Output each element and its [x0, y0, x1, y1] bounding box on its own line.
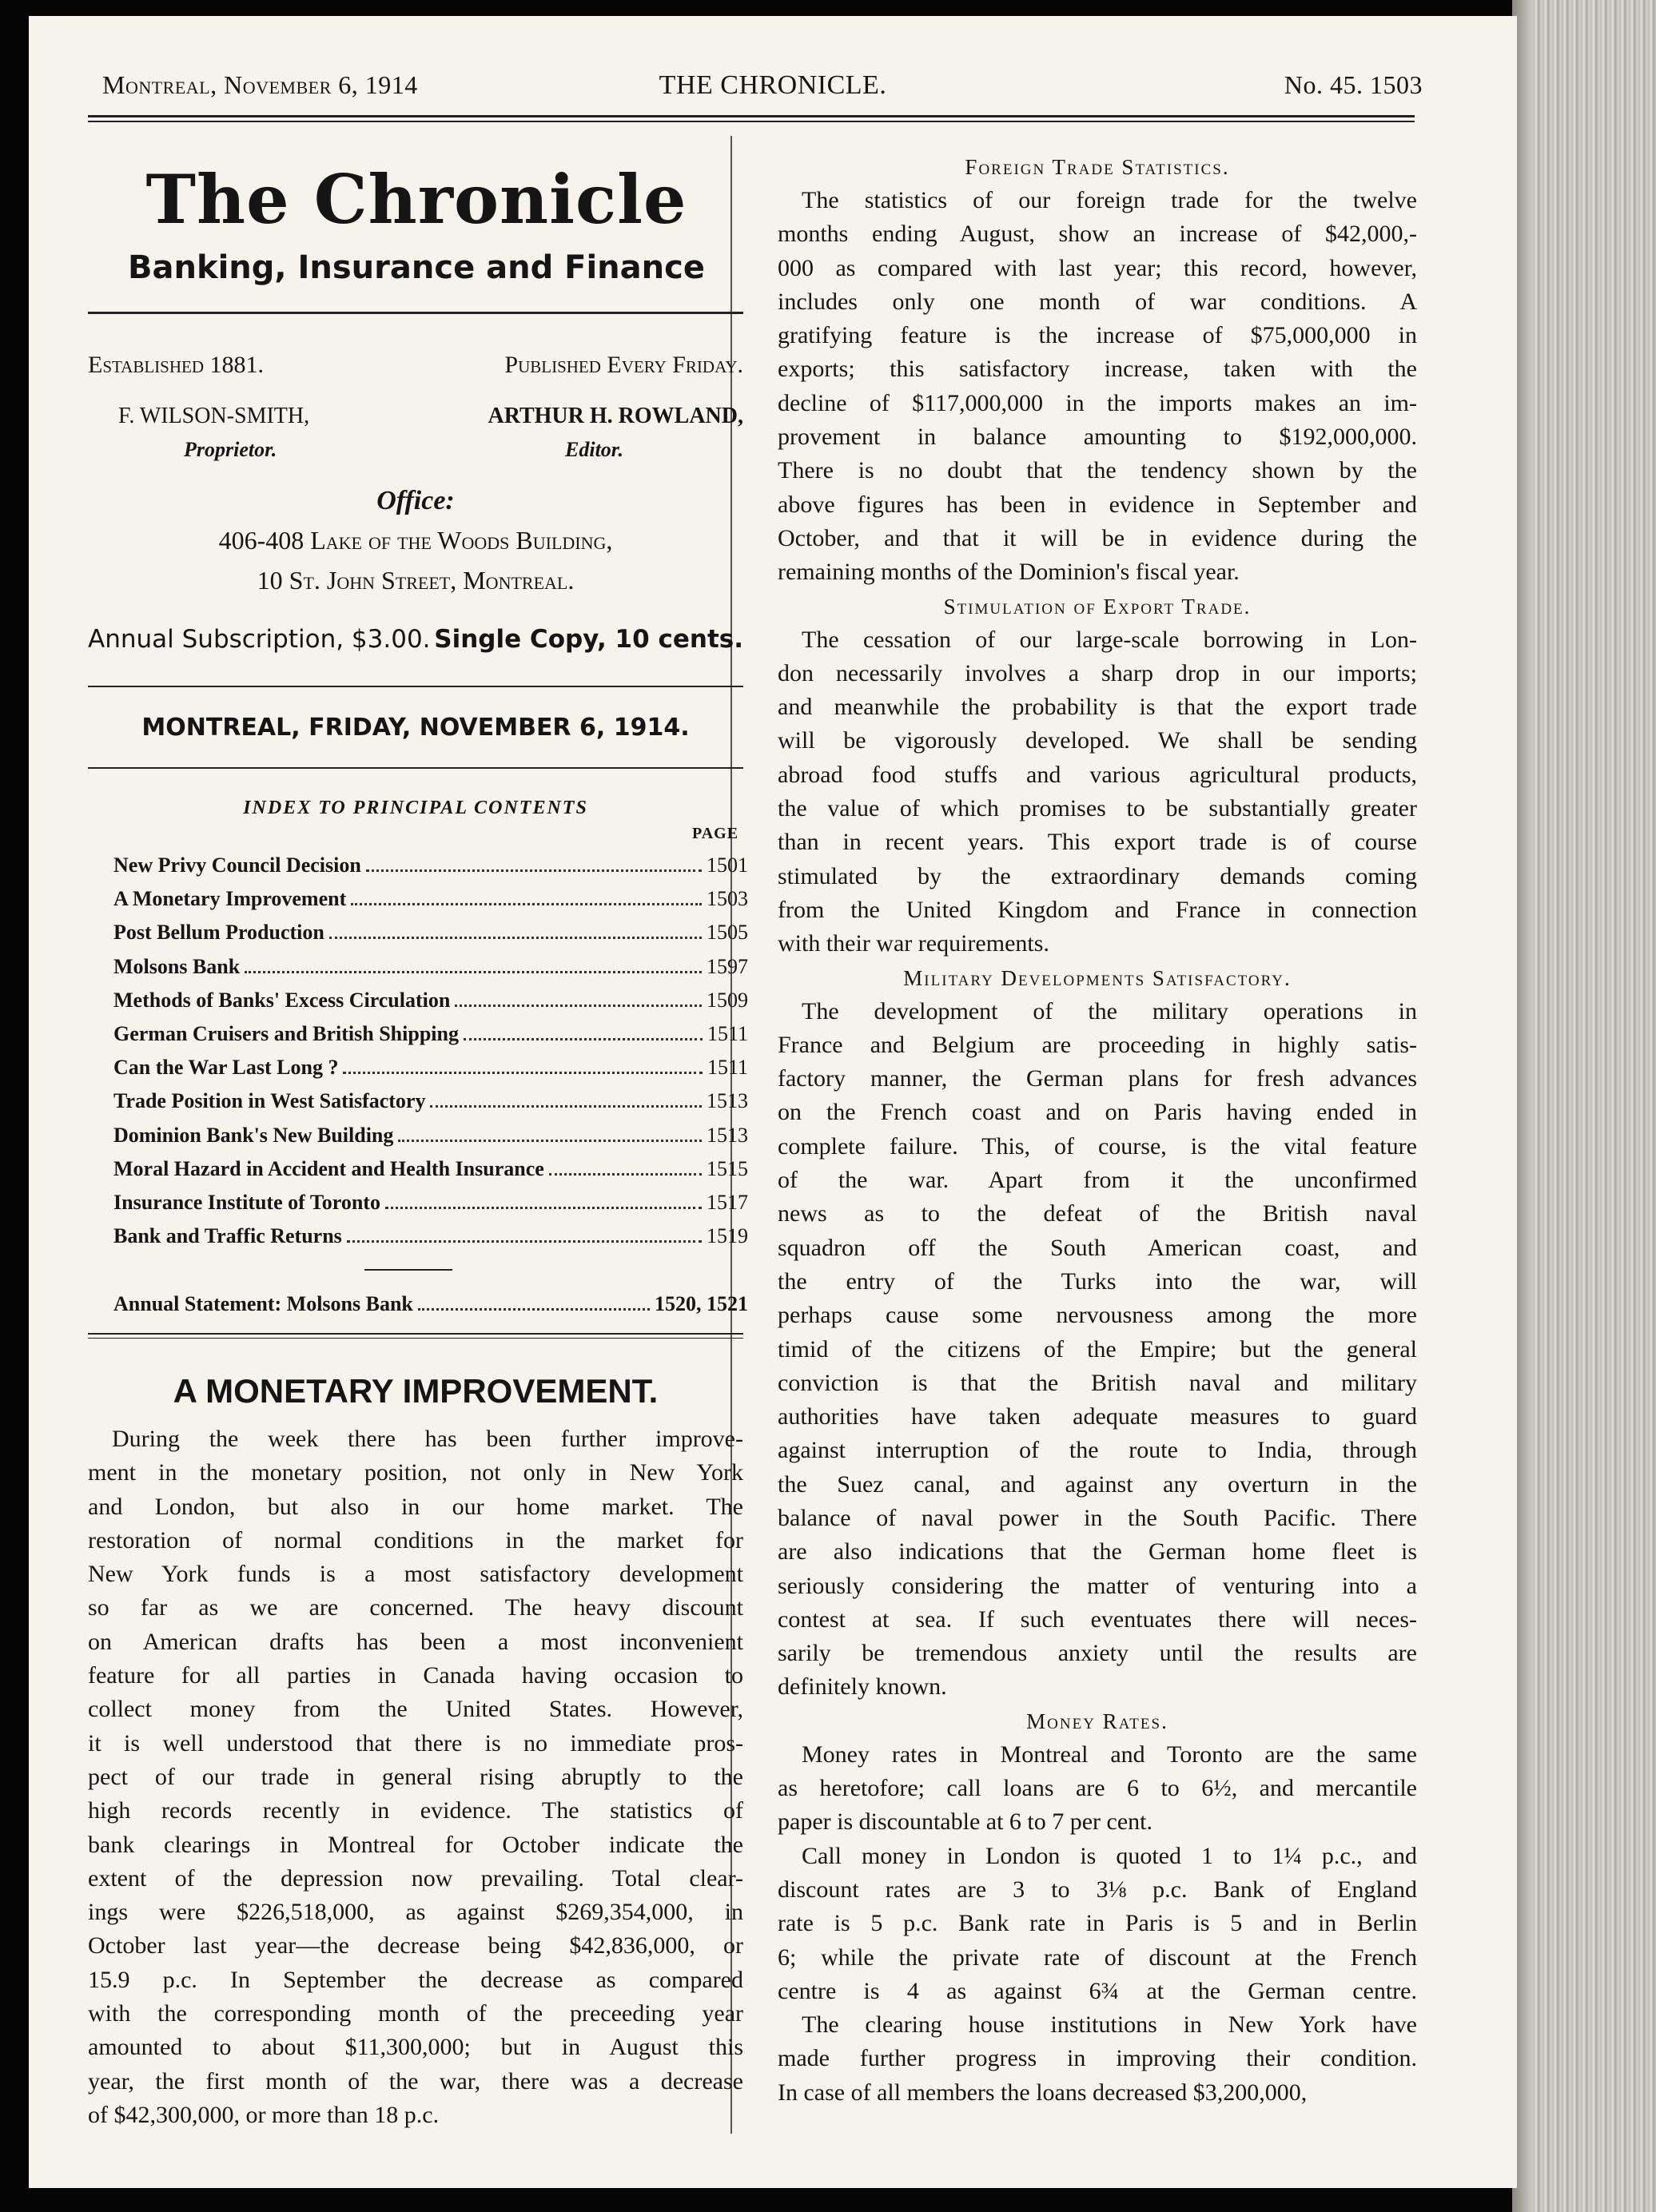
text-line: pect of our trade in general rising abruptly to the	[88, 1763, 743, 1790]
dateline-rule-top	[88, 686, 743, 687]
office-address-line-2: 10 St. John Street, Montreal.	[257, 566, 575, 595]
index-item	[113, 1191, 748, 1215]
newspaper-page	[29, 16, 1517, 2188]
index-item-title: Post Bellum Production	[113, 921, 324, 945]
text-line: ings were $226,518,000, as against $269,354,000, in	[88, 1899, 743, 1926]
text-line: The statistics of our foreign trade for the twelve	[802, 187, 1417, 213]
section-heading: Military Developments Satisfactory.	[903, 965, 1292, 990]
index-item-title: German Cruisers and British Shipping	[113, 1022, 459, 1045]
text-line: centre is 4 as against 6¾ at the German centre.	[778, 1977, 1417, 2004]
text-line: above figures has been in evidence in September and	[778, 491, 1417, 518]
index-item-page: 1501	[707, 853, 748, 877]
single-copy-text: Single Copy, 10 cents.	[434, 625, 743, 654]
text-line: perhaps cause some nervousness among the more	[778, 1302, 1417, 1329]
index-item-page: 1519	[707, 1224, 748, 1248]
masthead-info-row-1	[88, 352, 743, 379]
index-short-rule	[364, 1269, 452, 1271]
text-line: squadron off the South American coast, and	[778, 1234, 1417, 1261]
text-line: 000 as compared with last year; this record, however,	[778, 254, 1417, 281]
text-line: Money rates in Montreal and Toronto are the same	[802, 1741, 1417, 1768]
text-line: sarily be tremendous anxiety until the results are	[778, 1640, 1417, 1667]
office-address-line-1: 406-408 Lake of the Woods Building,	[218, 526, 613, 555]
text-line: amounted to about $11,300,000; but in August this	[88, 2034, 743, 2061]
index-page-label: PAGE	[692, 825, 739, 842]
proprietor-role: Proprietor.	[184, 438, 277, 461]
index-item	[113, 1056, 748, 1080]
text-line: with the corresponding month of the preceeding year	[88, 2000, 743, 2027]
header-rule	[88, 115, 1415, 117]
text-line: bank clearings in Montreal for October indicate the	[88, 1831, 743, 1858]
text-line: The cessation of our large-scale borrowing in Lon-	[802, 626, 1417, 653]
text-line: factory manner, the German plans for fresh advances	[778, 1065, 1417, 1092]
running-head-number: No. 45. 1503	[1284, 70, 1423, 99]
text-line: the Suez canal, and against any overturn in the	[778, 1470, 1417, 1498]
text-line: restoration of normal conditions in the market for	[88, 1526, 743, 1554]
text-line: exports; this satisfactory increase, taken with the	[778, 356, 1417, 383]
index-item-page: 1511	[707, 1022, 748, 1045]
index-item-title: Methods of Banks' Excess Circulation	[113, 988, 451, 1012]
text-line: collect money from the United States. However,	[88, 1696, 743, 1723]
text-line: year, the first month of the war, there was a decrease	[88, 2067, 743, 2095]
text-line: made further progress in improving their condition.	[778, 2045, 1417, 2072]
text-line: on American drafts has been a most inconvenient	[88, 1628, 743, 1655]
section-heading: Stimulation of Export Trade.	[943, 594, 1252, 619]
established-text: Established 1881.	[88, 352, 264, 378]
text-line: ment in the monetary position, not only in New York	[88, 1459, 743, 1486]
header-rule-thin	[88, 121, 1415, 122]
text-line: on the French coast and on Paris having ended in	[778, 1099, 1417, 1126]
text-line: so far as we are concerned. The heavy discount	[88, 1594, 743, 1621]
text-line: October, and that it will be in evidence during the	[778, 524, 1417, 551]
index-item	[113, 1022, 748, 1046]
index-item-title: Can the War Last Long ?	[113, 1056, 339, 1080]
index-annual-statement: Annual Statement: Molsons Bank 1520, 1521	[113, 1292, 748, 1315]
index-item-title: New Privy Council Decision	[113, 853, 361, 877]
text-line: definitely known.	[778, 1673, 947, 1701]
proprietor-name: F. WILSON-SMITH,	[118, 404, 310, 428]
text-line: are also indications that the German home fleet is	[778, 1538, 1417, 1566]
text-line: as heretofore; call loans are 6 to 6½, and mercantile	[778, 1775, 1417, 1802]
index-item-title: Insurance Institute of Toronto	[113, 1191, 380, 1214]
text-line: stimulated by the extraordinary demands coming	[778, 862, 1417, 889]
text-line: the value of which promises to be substantially greater	[778, 795, 1417, 822]
index-item	[113, 887, 748, 911]
index-item-page: 1597	[707, 954, 748, 978]
text-line: against interruption of the route to India, through	[778, 1437, 1417, 1464]
index-bottom-rule	[88, 1333, 743, 1335]
masthead-subtitle: Banking, Insurance and Finance	[128, 249, 705, 286]
index-item-title: A Monetary Improvement	[113, 887, 347, 911]
text-line: abroad food stuffs and various agricultural products,	[778, 761, 1417, 788]
text-line: paper is discountable at 6 to 7 per cent.	[778, 1808, 1153, 1836]
text-line: of $42,300,000, or more than 18 p.c.	[88, 2101, 440, 2128]
text-line: There is no doubt that the tendency shown by the	[778, 457, 1417, 484]
text-line: and meanwhile the probability is that the export trade	[778, 694, 1417, 721]
masthead-title: The Chronicle	[145, 160, 687, 239]
book-page-edges	[1512, 0, 1656, 2212]
index-item	[113, 1224, 748, 1248]
index-item-title: Moral Hazard in Accident and Health Insurance	[113, 1156, 544, 1180]
text-line: provement in balance amounting to $192,000,000.	[778, 424, 1417, 451]
text-line: Call money in London is quoted 1 to 1¼ p.c., and	[802, 1842, 1417, 1869]
text-line: high records recently in evidence. The statistics of	[88, 1797, 743, 1824]
index-item-title: Bank and Traffic Returns	[113, 1224, 342, 1248]
text-line: months ending August, show an increase of $42,000,-	[778, 221, 1417, 248]
office-label: Office:	[376, 486, 455, 515]
running-head-title: THE CHRONICLE.	[659, 70, 887, 100]
masthead-info-row-3	[88, 438, 743, 462]
index-item-page: 1509	[707, 988, 748, 1012]
index-item-page: 1503	[707, 887, 748, 911]
text-line: feature for all parties in Canada having occasion to	[88, 1662, 743, 1689]
article-body	[88, 1422, 743, 2132]
right-column	[778, 150, 1417, 2110]
running-head-date: Montreal, November 6, 1914	[102, 70, 418, 99]
text-line: decline of $117,000,000 in the imports makes an im-	[778, 389, 1417, 416]
text-line: contest at sea. If such eventuates there will neces-	[778, 1605, 1417, 1633]
text-line: than in recent years. This export trade is of course	[778, 829, 1417, 856]
index-item-page: 1513	[707, 1089, 748, 1113]
index-item-page: 1517	[707, 1191, 748, 1214]
article-headline: A MONETARY IMPROVEMENT.	[173, 1372, 659, 1410]
text-line: will be vigorously developed. We shall be sending	[778, 727, 1417, 754]
text-line: and London, but also in our home market. The	[88, 1493, 743, 1520]
text-line: discount rates are 3 to 3⅛ p.c. Bank of England	[778, 1876, 1417, 1903]
text-line: authorities have taken adequate measures to guard	[778, 1403, 1417, 1430]
text-line: timid of the citizens of the Empire; but the general	[778, 1335, 1417, 1363]
published-text: Published Every Friday.	[504, 352, 743, 378]
index-item-title: Molsons Bank	[113, 954, 241, 978]
text-line: remaining months of the Dominion's fiscal year.	[778, 559, 1240, 586]
text-line: from the United Kingdom and France in connection	[778, 896, 1417, 923]
text-line: 15.9 p.c. In September the decrease as compared	[88, 1966, 743, 1993]
editor-name: ARTHUR H. ROWLAND,	[488, 404, 743, 428]
text-line: with their war requirements.	[778, 930, 1049, 957]
text-line: France and Belgium are proceeding in highly satis-	[778, 1031, 1417, 1058]
text-line: don necessarily involves a sharp drop in our imports;	[778, 659, 1417, 686]
text-line: balance of naval power in the South Pacific. There	[778, 1504, 1417, 1531]
text-line: it is well understood that there is no immediate pros-	[88, 1729, 743, 1756]
index-item	[113, 989, 748, 1013]
index-item-page: 1513	[707, 1123, 748, 1147]
text-line: extent of the depression now prevailing. Total clear-	[88, 1864, 743, 1892]
section-heading: Foreign Trade Statistics.	[965, 155, 1230, 179]
subscription-text: Annual Subscription, $3.00.	[88, 625, 431, 654]
text-line: The development of the military operations in	[802, 997, 1417, 1024]
text-line: of the war. Apart from it the unconfirmed	[778, 1167, 1417, 1194]
index-item	[113, 1124, 748, 1148]
dateline: MONTREAL, FRIDAY, NOVEMBER 6, 1914.	[141, 714, 690, 742]
text-line: the entry of the Turks into the war, will	[778, 1267, 1417, 1295]
text-line: seriously considering the matter of venturing into a	[778, 1572, 1417, 1599]
index-item	[113, 1157, 748, 1181]
text-line: gratifying feature is the increase of $75,000,000 in	[778, 322, 1417, 349]
index-item-page: 1505	[707, 921, 748, 945]
index-item	[113, 1089, 748, 1113]
index-item-page: 1511	[707, 1056, 748, 1080]
text-line: conviction is that the British naval and military	[778, 1369, 1417, 1396]
masthead-info-row-2	[88, 404, 743, 429]
text-line: New York funds is a most satisfactory development	[88, 1561, 743, 1588]
index-item	[113, 921, 748, 945]
editor-role: Editor.	[565, 438, 623, 461]
text-line: rate is 5 p.c. Bank rate in Paris is 5 and in Berlin	[778, 1910, 1417, 1937]
section-heading: Money Rates.	[1026, 1709, 1168, 1733]
text-line: news as to the defeat of the British naval	[778, 1200, 1417, 1227]
text-line: The clearing house institutions in New York have	[802, 2011, 1417, 2039]
text-line: In case of all members the loans decreased $3,200,000,	[778, 2079, 1308, 2106]
dateline-rule-bottom	[88, 767, 743, 769]
index-item-title: Trade Position in West Satisfactory	[113, 1089, 426, 1113]
text-line: complete failure. This, of course, is the vital feature	[778, 1132, 1417, 1160]
index-item-title: Dominion Bank's New Building	[113, 1123, 394, 1147]
index-item-page: 1515	[707, 1156, 748, 1180]
text-line: 6; while the private rate of discount at the French	[778, 1943, 1417, 1971]
index-heading: INDEX TO PRINCIPAL CONTENTS	[243, 798, 588, 818]
index-item	[113, 955, 748, 979]
index-item	[113, 853, 748, 877]
index-bottom-rule-thin	[88, 1338, 743, 1339]
text-line: During the week there has been further improve-	[112, 1426, 743, 1452]
text-line: October last year—the decrease being $42,836,000, or	[88, 1932, 743, 1959]
subscription-row	[88, 625, 743, 654]
masthead-rule	[88, 312, 743, 314]
text-line: includes only one month of war conditions. A	[778, 288, 1417, 315]
